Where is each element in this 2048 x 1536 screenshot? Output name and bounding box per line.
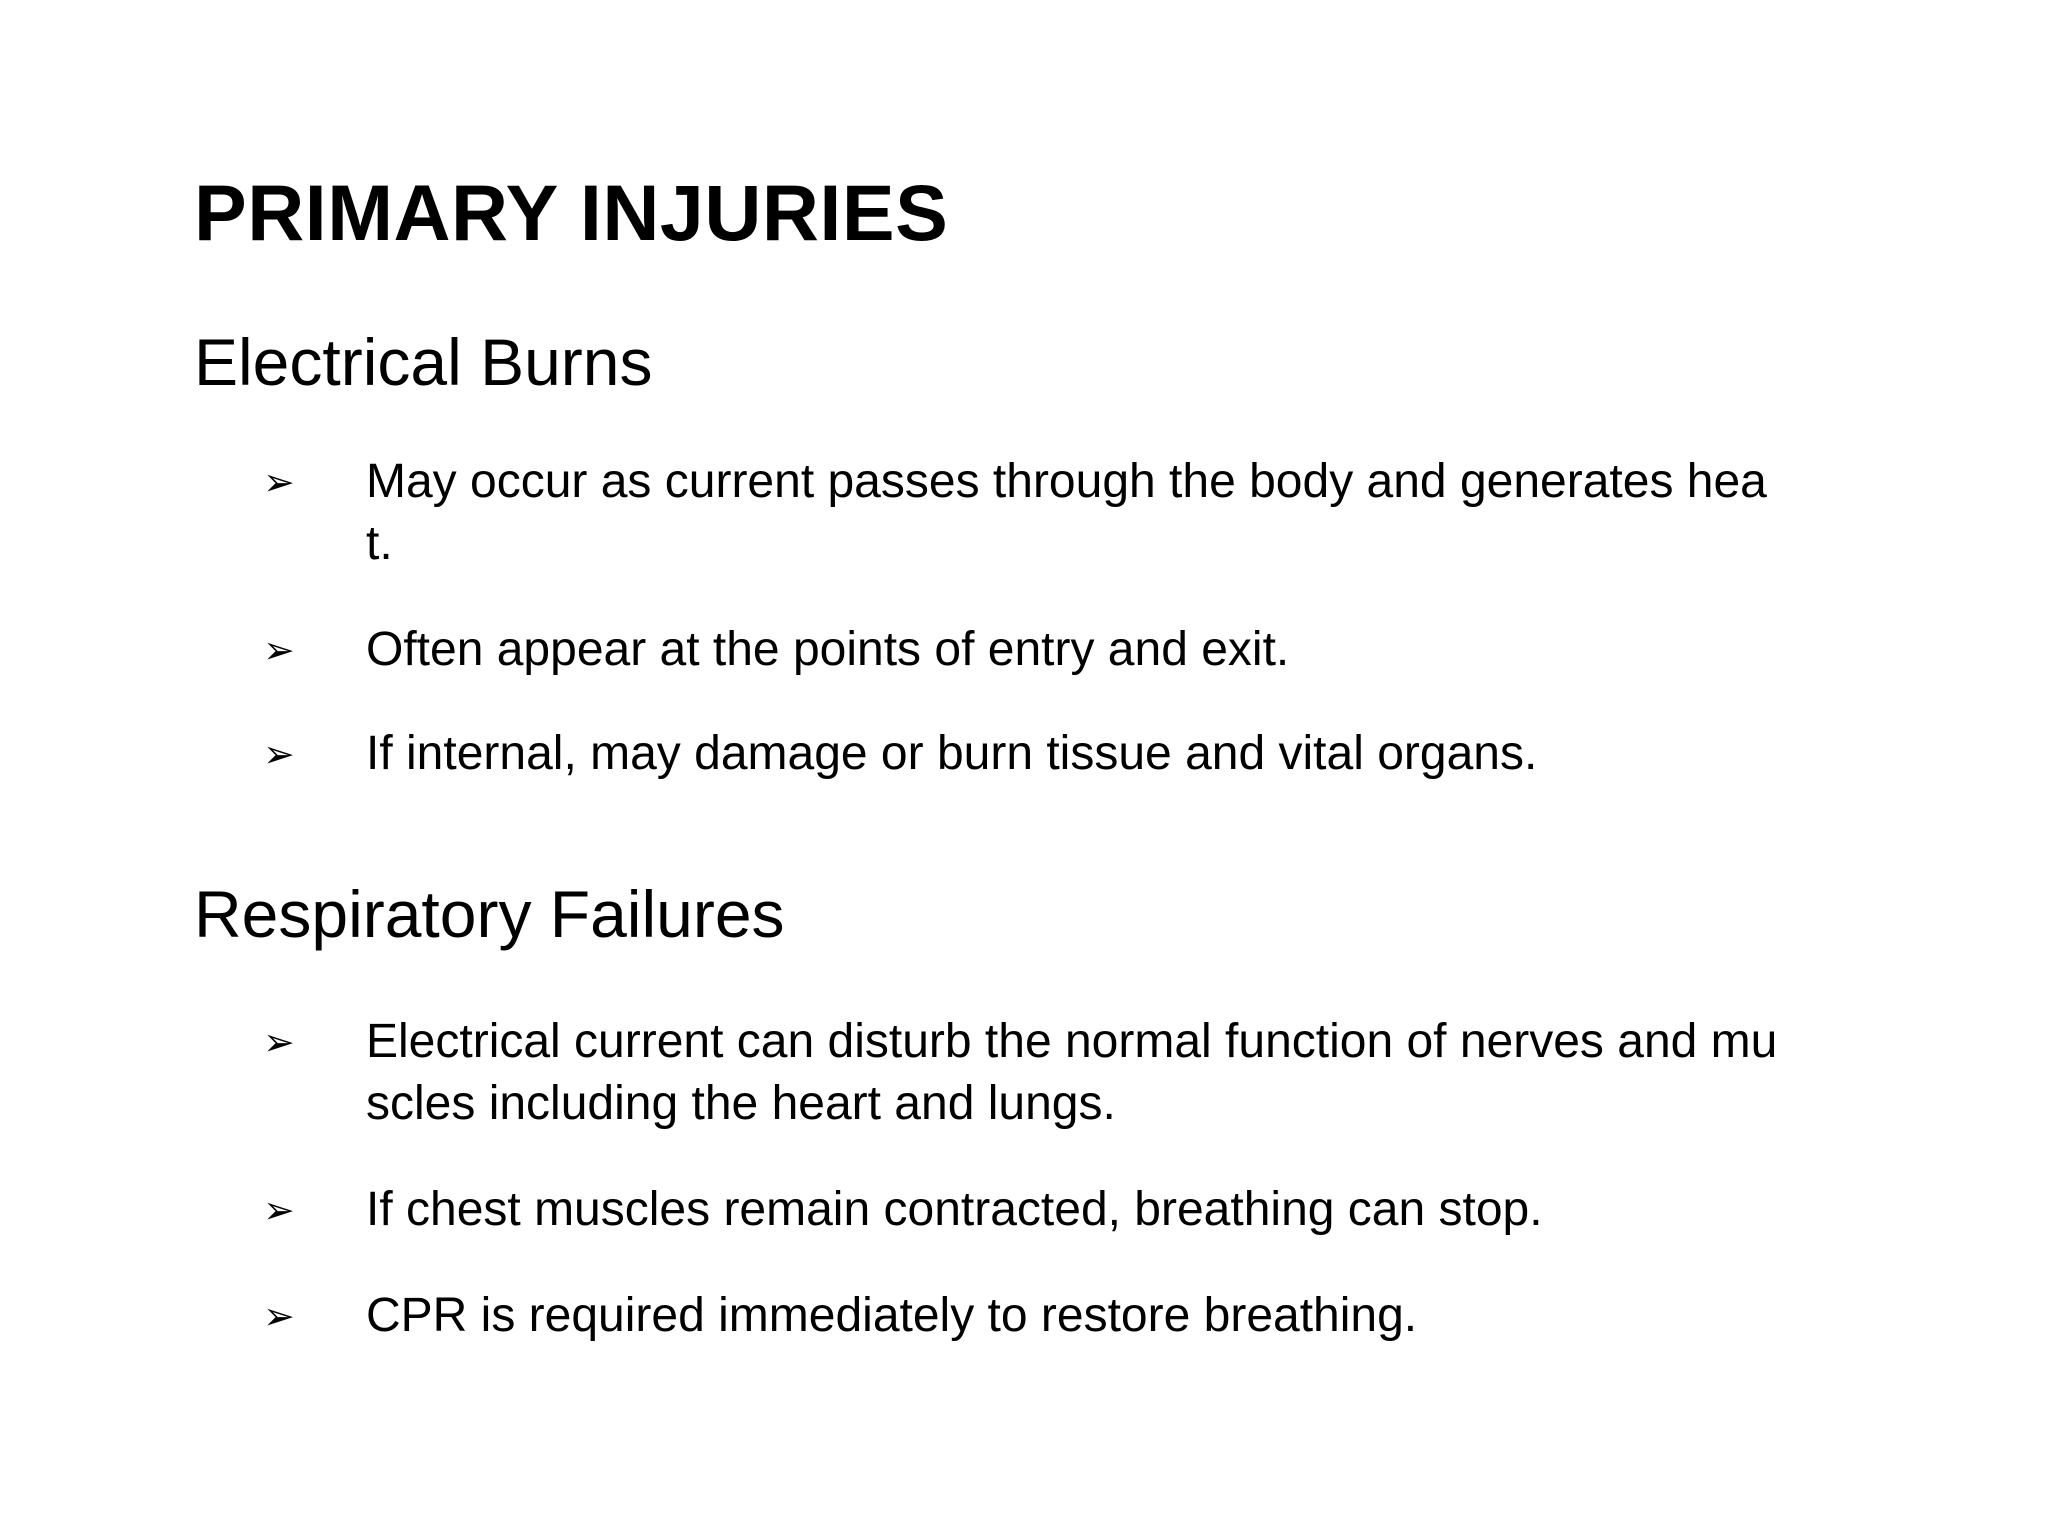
bullet-item — [194, 1285, 1784, 1347]
bullet-item — [194, 1011, 1784, 1135]
slide-title: PRIMARY INJURIES — [194, 168, 949, 257]
section-electrical-burns — [194, 326, 1894, 785]
arrowhead-bullet-icon: ➢ — [263, 1293, 295, 1338]
bullet-item — [194, 451, 1784, 575]
bullet-text: Electrical current can disturb the normal function of nerves and muscles including the heart and lungs. — [366, 1014, 1778, 1130]
bullet-text: Often appear at the points of entry and exit. — [366, 622, 1290, 676]
bullet-text: If internal, may damage or burn tissue and vital organs. — [366, 726, 1538, 780]
bullet-list — [194, 1011, 1894, 1347]
bullet-text: If chest muscles remain contracted, breathing can stop. — [366, 1182, 1543, 1236]
arrowhead-bullet-icon: ➢ — [263, 1187, 295, 1232]
bullet-item — [194, 619, 1784, 681]
arrowhead-bullet-icon: ➢ — [263, 1019, 295, 1064]
arrowhead-bullet-icon: ➢ — [263, 459, 295, 504]
bullet-list — [194, 451, 1894, 785]
bullet-item — [194, 1179, 1784, 1241]
section-respiratory-failures — [194, 878, 1894, 1347]
arrowhead-bullet-icon: ➢ — [263, 627, 295, 672]
arrowhead-bullet-icon: ➢ — [263, 731, 295, 776]
bullet-text: May occur as current passes through the body and generates heat. — [366, 454, 1767, 570]
bullet-text: CPR is required immediately to restore breathing. — [366, 1288, 1418, 1342]
section-heading: Respiratory Failures — [194, 877, 785, 951]
section-heading: Electrical Burns — [194, 325, 653, 399]
bullet-item — [194, 723, 1784, 785]
